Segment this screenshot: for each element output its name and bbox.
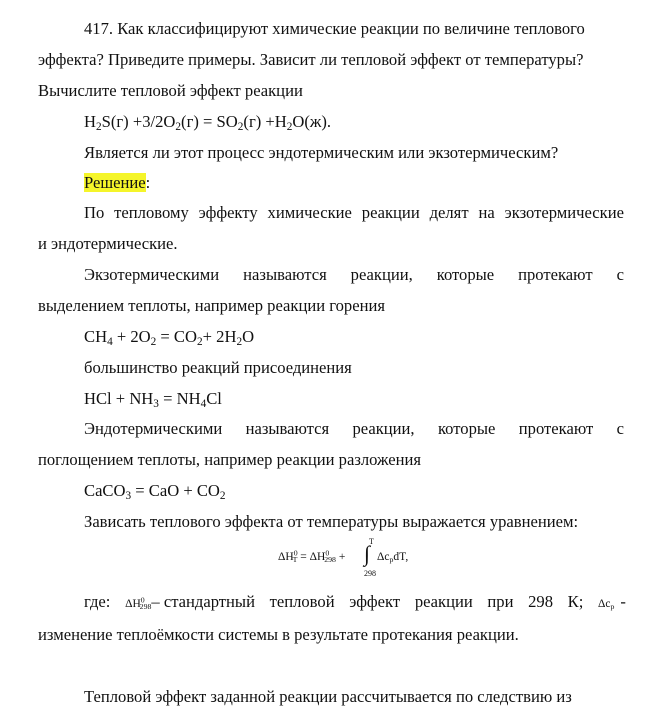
- heat-capacity-symbol: $\Delta c_p$: [598, 598, 615, 612]
- paragraph-4-line-1: Эндотермическими называются реакции, которые протекают с: [84, 419, 624, 438]
- paragraph-2-line-2: выделением теплоты, например реакции горения: [38, 296, 385, 315]
- paragraph-1-line-1: По тепловому эффекту химические реакции делят на экзотермические: [84, 203, 624, 222]
- integral-sign: ∫: [364, 541, 371, 566]
- problem-line-3: Вычислите тепловой эффект реакции: [38, 81, 303, 100]
- paragraph-5: Зависать теплового эффекта от температуры выражается уравнением:: [84, 512, 579, 531]
- problem-question: Является ли этот процесс эндотермическим или экзотермическим?: [84, 143, 559, 162]
- combustion-equation: $CH_4 + 2O_2 = CO_2+ 2H_2O$: [84, 327, 255, 349]
- integral-lower-limit: 298: [364, 569, 376, 578]
- reaction-equation: $H_2S(г) +3/2O_2(г) = SO_2(г) +H_2O(ж)$.: [84, 112, 332, 134]
- kirchhoff-integrand: $\Delta c_pdT$,: [377, 551, 409, 565]
- where-line-2: изменение теплоёмкости системы в результате протекания реакции.: [38, 625, 519, 644]
- solution-heading: Решение:: [84, 173, 151, 192]
- problem-line-1: 417. Как классифицируют химические реакции по величине теплового: [84, 19, 585, 38]
- last-paragraph: Тепловой эффект заданной реакции рассчитывается по следствию из: [84, 687, 572, 706]
- where-line-1: где: $\Delta H^0_{298}$ – стандартный тепловой эффект реакции при 298 К; $\Delta c_p$ -: [84, 591, 626, 615]
- paragraph-1-line-2: и эндотермические.: [38, 234, 178, 253]
- problem-line-2: эффекта? Приведите примеры. Зависит ли тепловой эффект от температуры?: [38, 50, 584, 69]
- kirchhoff-lhs: $\Delta H^0_T = \Delta H^0_{298}$ +: [278, 548, 346, 565]
- addition-equation: HCl + $NH_3 = NH_4Cl$: [84, 389, 222, 411]
- paragraph-3: большинство реакций присоединения: [84, 358, 352, 377]
- solution-label-highlight: Решение: [84, 173, 146, 192]
- paragraph-4-line-2: поглощением теплоты, например реакции разложения: [38, 450, 422, 469]
- paragraph-2-line-1: Экзотермическими называются реакции, которые протекают с: [84, 265, 624, 284]
- standard-enthalpy-symbol: $\Delta H^0_{298}$: [125, 595, 152, 612]
- decomposition-equation: CaCO$_3$ = CaO + $CO_2$: [84, 481, 226, 503]
- integral-upper-limit: T: [369, 537, 374, 546]
